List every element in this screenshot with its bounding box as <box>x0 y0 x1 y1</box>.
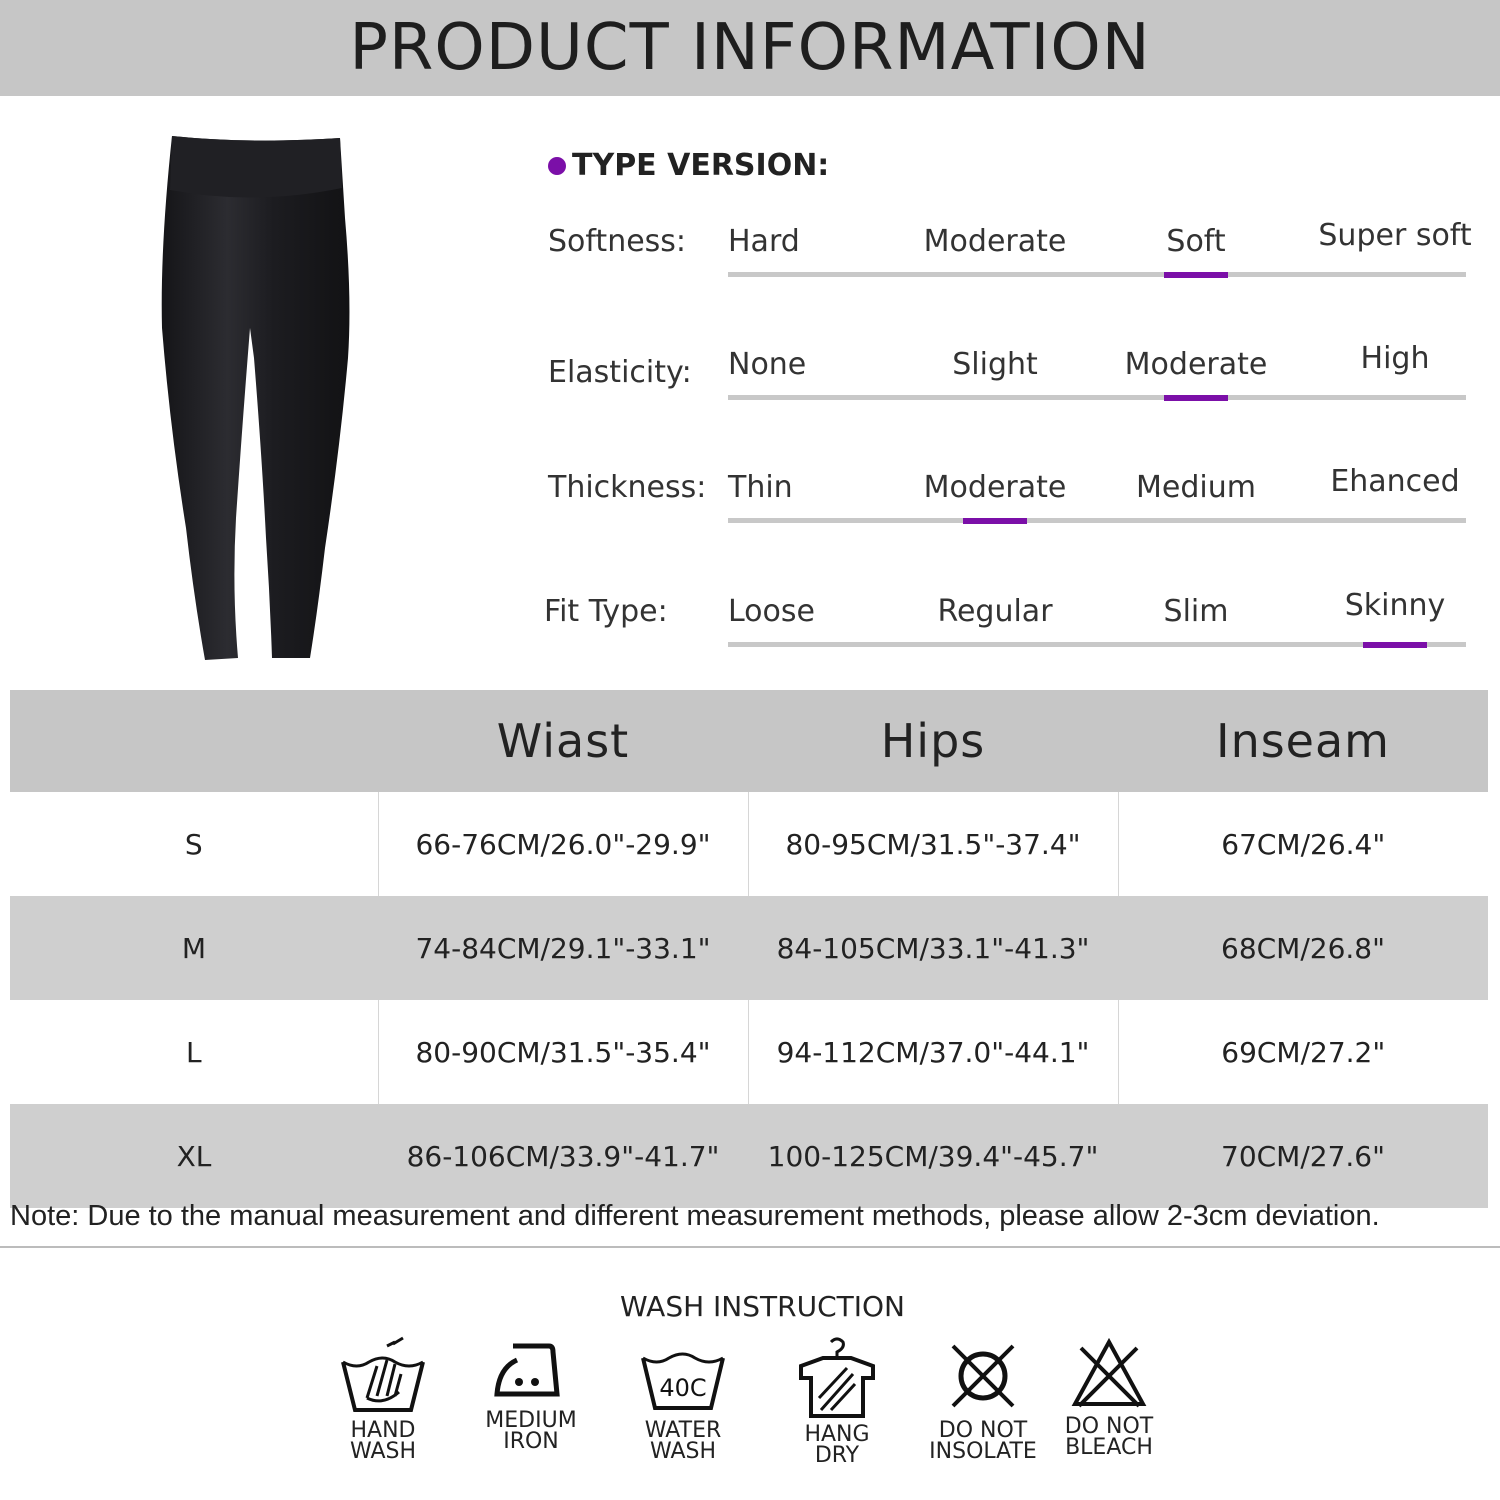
attribute-option: Skinny <box>1344 588 1446 623</box>
measurement-note: Note: Due to the manual measurement and different measurement methods, please allow 2-3cm deviation. <box>10 1200 1380 1232</box>
wash-label: HAND WASH <box>349 1418 417 1464</box>
medium-iron-icon <box>491 1336 571 1406</box>
attribute-option: Moderate <box>923 224 1067 259</box>
attribute-scale-track <box>728 518 1466 523</box>
attribute-label: Fit Type: <box>544 594 668 629</box>
attribute-option: High <box>1360 341 1430 376</box>
header-cell-waist: Wiast <box>378 690 748 792</box>
inseam-cell: 69CM/27.2" <box>1118 1000 1488 1104</box>
header-cell-hips: Hips <box>748 690 1118 792</box>
wash-item-do-not-insolate <box>918 1336 1048 1462</box>
waist-cell: 66-76CM/26.0"-29.9" <box>378 792 748 896</box>
inseam-cell: 68CM/26.8" <box>1118 896 1488 1000</box>
hips-cell: 100-125CM/39.4"-45.7" <box>748 1104 1118 1208</box>
wash-temperature: 40C <box>659 1374 707 1402</box>
attribute-option: Slim <box>1163 594 1229 629</box>
hand-wash-icon <box>337 1336 429 1416</box>
attribute-row <box>0 218 1500 302</box>
hips-cell: 94-112CM/37.0"-44.1" <box>748 1000 1118 1104</box>
wash-label: MEDIUM IRON <box>485 1408 577 1454</box>
attribute-scale-track <box>728 272 1466 277</box>
type-version-heading <box>548 148 829 183</box>
inseam-cell: 67CM/26.4" <box>1118 792 1488 896</box>
hips-cell: 84-105CM/33.1"-41.3" <box>748 896 1118 1000</box>
bullet-dot-icon <box>548 157 566 175</box>
attribute-option: None <box>728 347 807 382</box>
attribute-scale-track <box>728 395 1466 400</box>
wash-item-hand-wash <box>318 1336 448 1462</box>
inseam-cell: 70CM/27.6" <box>1118 1104 1488 1208</box>
attribute-selected-marker <box>1164 395 1228 401</box>
attribute-option: Thin <box>728 470 793 505</box>
size-cell: L <box>185 1035 202 1069</box>
page-title: PRODUCT INFORMATION <box>349 11 1151 85</box>
attribute-selected-marker <box>1164 272 1228 278</box>
hips-cell: 80-95CM/31.5"-37.4" <box>748 792 1118 896</box>
attribute-option: Hard <box>728 224 800 259</box>
attribute-label: Softness: <box>548 224 687 259</box>
wash-instruction-title: WASH INSTRUCTION <box>620 1290 905 1323</box>
hang-dry-icon <box>797 1336 877 1420</box>
do-not-insolate-icon <box>943 1336 1023 1416</box>
attribute-row <box>0 588 1500 672</box>
table-row <box>10 792 1488 896</box>
table-row <box>10 1104 1488 1208</box>
attribute-option: Super soft <box>1318 218 1472 253</box>
section-divider <box>0 1246 1500 1248</box>
water-wash-icon <box>637 1336 729 1416</box>
waist-cell: 80-90CM/31.5"-35.4" <box>378 1000 748 1104</box>
attribute-label: Thickness: <box>548 470 707 505</box>
attribute-option: Regular <box>937 594 1053 629</box>
wash-item-do-not-bleach <box>1044 1336 1174 1458</box>
attribute-option: Soft <box>1166 224 1226 259</box>
waist-cell: 74-84CM/29.1"-33.1" <box>378 896 748 1000</box>
table-header-row <box>10 690 1488 792</box>
wash-label: DO NOT INSOLATE <box>929 1418 1037 1464</box>
attribute-option: Moderate <box>923 470 1067 505</box>
table-row <box>10 1000 1488 1104</box>
type-version-title: TYPE VERSION: <box>572 148 830 183</box>
do-not-bleach-icon <box>1069 1336 1149 1412</box>
attribute-option: Ehanced <box>1330 464 1460 499</box>
attribute-selected-marker <box>1363 642 1427 648</box>
size-cell: M <box>10 896 378 1000</box>
waist-cell: 86-106CM/33.9"-41.7" <box>378 1104 748 1208</box>
wash-label: HANG DRY <box>804 1422 870 1468</box>
attribute-option: Slight <box>952 347 1038 382</box>
size-chart-table <box>10 690 1488 1208</box>
attribute-row <box>0 341 1500 425</box>
wash-item-medium-iron <box>466 1336 596 1452</box>
attribute-option: Medium <box>1136 470 1256 505</box>
wash-label: DO NOT BLEACH <box>1064 1414 1154 1460</box>
header-cell-inseam: Inseam <box>1118 690 1488 792</box>
size-cell: XL <box>10 1104 378 1208</box>
size-cell: S <box>184 827 203 861</box>
header-cell-size <box>10 690 378 792</box>
attribute-option: Loose <box>728 594 815 629</box>
wash-item-hang-dry <box>772 1336 902 1466</box>
wash-label: WATER WASH <box>644 1418 722 1464</box>
header-bar <box>0 0 1500 96</box>
attribute-row <box>0 464 1500 548</box>
attribute-scale-track <box>728 642 1466 647</box>
attribute-selected-marker <box>963 518 1027 524</box>
table-row <box>10 896 1488 1000</box>
attribute-label: Elasticity: <box>548 355 692 390</box>
attribute-option: Moderate <box>1124 347 1268 382</box>
wash-item-water-wash <box>618 1336 748 1462</box>
